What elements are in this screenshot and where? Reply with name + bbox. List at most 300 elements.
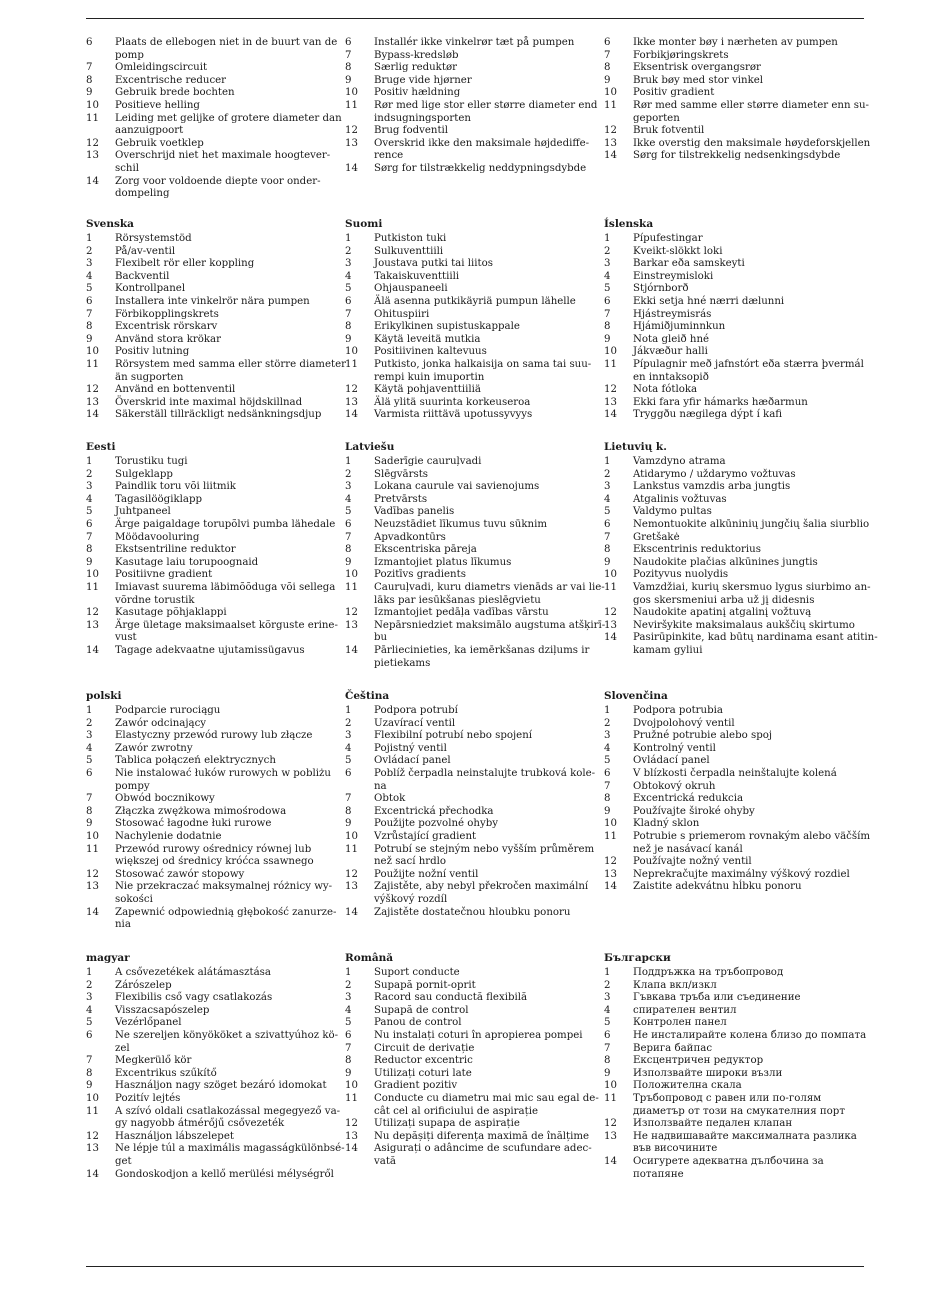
item-number: 11 — [604, 358, 617, 370]
list-item — [86, 321, 336, 334]
item-text: Poblíž čerpadla neinstalujte trubková kole- — [374, 767, 596, 779]
item-text: Pārliecinieties, ka iemērkšanas dziļums ir — [374, 644, 590, 656]
item-number: 8 — [604, 544, 611, 556]
item-text: Поддръжка на тръбопровод — [633, 967, 784, 978]
item-text: Naudokite apatinį atgalinį vožtuvą — [633, 607, 812, 619]
item-number: 8 — [345, 544, 352, 556]
item-text: Ne lépje túl a maximális magasságkülönbsé- — [115, 1143, 345, 1155]
list-item — [345, 992, 595, 1005]
item-text: Elastyczny przewód rurowy lub złącze — [115, 730, 313, 742]
item-text: Sørg for tilstrekkelig nedsenkingsdybde — [633, 150, 841, 162]
item-text: Imiavast suurema läbimõõduga või sellega — [115, 581, 336, 593]
list-item — [345, 844, 595, 857]
language-section — [86, 952, 345, 1181]
item-number: 13 — [345, 881, 358, 893]
list-item — [86, 730, 336, 743]
item-text: A szívó oldali csatlakozással megegyező va- — [115, 1105, 341, 1117]
item-number: 3 — [604, 481, 611, 493]
item-number: 9 — [86, 818, 93, 830]
list-item — [345, 359, 595, 372]
item-text: Ekki fara yfir hámarks hæðarmun — [633, 396, 808, 408]
section-heading: Íslenska — [604, 218, 654, 230]
list-item — [345, 1017, 595, 1030]
item-number: 8 — [604, 321, 611, 333]
item-number: 10 — [604, 818, 617, 830]
list-item — [86, 831, 336, 844]
item-number: 10 — [604, 1080, 617, 1092]
item-number: 2 — [604, 468, 611, 480]
list-item — [604, 818, 862, 831]
item-number: 13 — [345, 1130, 358, 1142]
item-text: Stosować zawór stopowy — [115, 868, 245, 880]
list-item — [604, 768, 862, 781]
list-item — [604, 967, 862, 980]
item-text: Sulkuventtiili — [374, 245, 444, 257]
list-item — [604, 334, 862, 347]
item-text: Не инсталирайте колена близо до помпата — [633, 1029, 867, 1041]
language-section — [345, 952, 599, 1169]
language-section — [345, 218, 595, 422]
item-text-continued: dompeling — [115, 188, 170, 200]
list-item — [86, 1105, 341, 1119]
list-item — [86, 150, 336, 163]
list-item — [86, 519, 336, 532]
item-number: 7 — [86, 62, 93, 74]
list-item — [345, 397, 595, 410]
item-number: 14 — [345, 906, 358, 918]
list-item — [345, 581, 605, 595]
list-item — [604, 620, 862, 633]
item-number: 5 — [604, 283, 611, 295]
item-text-continued: cât cel al orificiului de aspirație — [374, 1105, 539, 1117]
item-text: Rörsystemstöd — [115, 233, 192, 244]
item-text-continued: en inntaksopið — [633, 371, 709, 383]
list-item — [345, 50, 595, 63]
section-heading: Svenska — [86, 218, 134, 230]
item-number: 13 — [604, 619, 617, 631]
item-number: 2 — [604, 245, 611, 257]
item-text-continued: bu — [374, 632, 388, 644]
item-text: Positiivinen kaltevuus — [374, 346, 487, 358]
list-item — [345, 980, 595, 993]
item-text: Torustiku tugi — [115, 456, 188, 467]
list-item — [345, 1043, 595, 1056]
list-item — [604, 359, 862, 372]
item-text: Suport conducte — [374, 967, 460, 978]
item-text: Atgalinis vožtuvas — [633, 493, 727, 505]
item-number: 10 — [86, 1092, 99, 1104]
item-text: Nemontuokite alkūninių jungčių šalia siurblio — [633, 518, 870, 530]
list-item — [345, 519, 595, 532]
item-number: 5 — [86, 755, 93, 767]
item-text: Brug fodventil — [374, 125, 449, 137]
list-item — [345, 818, 595, 831]
item-text: Potrubie s priemerom rovnakým alebo väčším — [633, 830, 871, 842]
item-number: 13 — [345, 396, 358, 408]
item-text: Omleidingscircuit — [115, 62, 208, 74]
item-text: Használjon lábszelepet — [115, 1130, 234, 1142]
language-section — [345, 441, 606, 670]
item-text: Използвайте широки възли — [633, 1067, 783, 1079]
list-item — [86, 980, 336, 993]
list-item — [345, 1092, 599, 1106]
list-item — [604, 992, 862, 1005]
list-item — [86, 869, 336, 882]
language-section — [86, 37, 342, 201]
list-item — [604, 346, 862, 359]
list-item — [604, 456, 862, 469]
list-item — [345, 705, 595, 718]
item-number: 11 — [604, 1092, 617, 1104]
list-item — [604, 781, 862, 794]
item-number: 5 — [345, 755, 352, 767]
item-text: Používajte nožný ventil — [633, 856, 752, 868]
item-text-continued: indsugningsporten — [374, 112, 471, 124]
list-item — [345, 309, 595, 322]
list-item — [86, 620, 336, 633]
item-text: Ikke overstig den maksimale høydeforskjellen — [633, 137, 871, 149]
list-item — [86, 793, 336, 806]
section-heading: polski — [86, 690, 122, 702]
item-text: Installér ikke vinkelrør tæt på pumpen — [374, 37, 575, 48]
item-number: 5 — [86, 506, 93, 518]
item-text: Zorg voor voldoende diepte voor onder- — [115, 175, 321, 187]
item-text: Stjórnborð — [633, 283, 689, 295]
list-item — [86, 806, 336, 819]
item-number: 14 — [345, 644, 358, 656]
item-text: Sulgeklapp — [115, 468, 173, 480]
list-item — [345, 334, 595, 347]
item-text: Neprekračujte maximálny výškový rozdiel — [633, 868, 850, 880]
item-text: Dvojpolohový ventil — [633, 717, 735, 729]
list-item — [604, 309, 862, 322]
item-text: Jákvæður halli — [633, 346, 708, 358]
item-number: 12 — [345, 384, 358, 396]
item-number: 7 — [604, 49, 611, 61]
item-text: Backventil — [115, 270, 170, 282]
item-text: Overschrijd niet het maximale hoogtever- — [115, 150, 331, 162]
item-text: Kasutage põhjaklappi — [115, 607, 227, 619]
list-item — [86, 506, 336, 519]
item-text: Excentrická redukcia — [633, 793, 744, 805]
list-item — [345, 869, 595, 882]
item-number: 10 — [604, 346, 617, 358]
list-item — [86, 755, 336, 768]
item-number: 12 — [604, 125, 617, 137]
item-number: 14 — [86, 1168, 99, 1180]
item-number: 5 — [86, 1017, 93, 1029]
item-number: 8 — [86, 321, 93, 333]
item-text-continued: pompy — [115, 780, 150, 792]
item-text: Obtokový okruh — [633, 780, 716, 792]
item-text-continued: lāks par iesūkšanas pieslēgvietu — [374, 594, 541, 606]
section-heading: Suomi — [345, 218, 383, 230]
list-item — [604, 296, 862, 309]
item-number: 8 — [604, 1055, 611, 1067]
item-text: Positiv gradient — [633, 87, 715, 99]
item-text: Apvadkontūrs — [374, 531, 446, 543]
item-text: Supapă de control — [374, 1004, 469, 1016]
list-item — [604, 980, 862, 993]
item-text: Använd en bottenventil — [115, 384, 236, 396]
item-number: 11 — [345, 581, 358, 593]
item-text: Utilizați supapa de aspirație — [374, 1118, 520, 1130]
item-text: Nachylenie dodatnie — [115, 830, 222, 842]
item-text-continued: nia — [115, 919, 131, 931]
list-item — [604, 869, 862, 882]
item-text: Zaistite adekvátnu hĺbku ponoru — [633, 881, 802, 893]
item-number: 4 — [604, 1004, 611, 1016]
item-text: Excentrická přechodka — [374, 805, 494, 817]
item-text: Möödavooluring — [115, 531, 200, 543]
list-item — [345, 506, 595, 519]
item-text: Nie przekraczać maksymalnej różnicy wy- — [115, 881, 333, 893]
item-number: 7 — [604, 531, 611, 543]
item-text-continued: zel — [115, 1042, 130, 1054]
list-item — [345, 1118, 595, 1131]
item-text: Erikylkinen supistuskappale — [374, 321, 520, 333]
item-text: Pípufestingar — [633, 233, 703, 244]
item-number: 12 — [604, 1118, 617, 1130]
item-text: Använd stora krökar — [115, 333, 221, 345]
language-section — [86, 218, 346, 422]
item-text: Positiivne gradient — [115, 569, 213, 581]
item-text: Naudokite plačias alkūnines jungtis — [633, 556, 818, 568]
item-number: 10 — [86, 569, 99, 581]
list-item — [86, 705, 336, 718]
item-number: 6 — [604, 1029, 611, 1041]
item-number: 7 — [86, 531, 93, 543]
item-text: Valdymo pultas — [633, 506, 712, 518]
item-number: 13 — [604, 396, 617, 408]
item-text: Vamzdžiai, kurių skersmuo lygus siurbimo an- — [633, 581, 871, 593]
item-text: Pojistný ventil — [374, 742, 447, 754]
item-number: 8 — [86, 1067, 93, 1079]
list-item — [345, 793, 595, 806]
list-item — [86, 1093, 336, 1106]
item-text-continued: võrdne torustik — [115, 594, 195, 606]
item-text: Conducte cu diametru mai mic sau egal de- — [374, 1092, 599, 1104]
list-item — [86, 881, 336, 894]
item-number: 4 — [604, 270, 611, 282]
item-text: Pozitív lejtés — [115, 1092, 181, 1104]
list-item — [86, 1017, 336, 1030]
list-item — [345, 246, 595, 259]
item-number: 12 — [345, 125, 358, 137]
item-text: Varmista riittävä upotussyvyys — [374, 409, 533, 421]
item-text: Nepārsniedziet maksimālo augstuma atšķirī- — [374, 619, 606, 631]
item-number: 9 — [86, 1080, 93, 1092]
item-number: 6 — [86, 295, 93, 307]
item-number: 9 — [604, 805, 611, 817]
item-number: 13 — [345, 619, 358, 631]
item-number: 2 — [345, 245, 352, 257]
list-item — [86, 743, 336, 756]
item-number: 11 — [345, 1092, 358, 1104]
list-item — [604, 50, 862, 63]
item-number: 4 — [86, 270, 93, 282]
list-item — [86, 100, 336, 113]
list-item — [345, 384, 595, 397]
item-text: Гъвкава тръба или съединение — [633, 992, 801, 1004]
item-number: 1 — [86, 705, 93, 716]
item-number: 2 — [345, 468, 352, 480]
language-section — [604, 218, 862, 422]
item-number: 3 — [345, 481, 352, 493]
item-number: 9 — [86, 556, 93, 568]
item-number: 14 — [604, 1155, 617, 1167]
item-number: 13 — [604, 868, 617, 880]
item-text-continued: gy nagyobb átmérőjű csővezeték — [115, 1118, 285, 1130]
item-text: Älä asenna putkikäyriä pumpun lähelle — [374, 295, 576, 307]
item-number: 7 — [345, 49, 352, 61]
item-text-continued: než sací hrdlo — [374, 856, 447, 868]
item-text: Lankstus vamzdis arba jungtis — [633, 481, 791, 493]
list-item — [345, 258, 595, 271]
item-text: Barkar eða samskeyti — [633, 258, 745, 270]
item-number: 10 — [86, 346, 99, 358]
item-text: Hjámiðjuminnkun — [633, 321, 726, 333]
list-item — [86, 138, 336, 151]
item-number: 1 — [86, 456, 93, 467]
item-number: 4 — [345, 1004, 352, 1016]
item-number: 9 — [604, 333, 611, 345]
item-text-continued: na — [374, 780, 387, 792]
item-number: 2 — [86, 717, 93, 729]
item-number: 7 — [86, 793, 93, 805]
language-section — [604, 441, 878, 658]
list-item — [604, 1043, 862, 1056]
item-text: På/av-ventil — [115, 245, 176, 257]
item-text-continued: gos skersmeniui arba už jį didesnis — [633, 594, 815, 606]
section-heading: Български — [604, 952, 671, 964]
item-text: Gretšakė — [633, 531, 680, 543]
list-item — [86, 233, 336, 246]
item-number: 8 — [345, 1055, 352, 1067]
item-text: Zawór odcinający — [115, 717, 207, 729]
item-number: 5 — [345, 1017, 352, 1029]
item-number: 11 — [86, 843, 99, 855]
item-number: 14 — [345, 409, 358, 421]
item-number: 14 — [604, 632, 617, 644]
item-number: 7 — [604, 1042, 611, 1054]
item-number: 1 — [86, 233, 93, 244]
list-item — [604, 856, 862, 869]
item-number: 6 — [86, 1029, 93, 1041]
item-number: 7 — [345, 793, 352, 805]
item-number: 10 — [604, 569, 617, 581]
list-item — [86, 544, 336, 557]
item-number: 2 — [604, 979, 611, 991]
item-number: 6 — [345, 518, 352, 530]
list-item — [604, 37, 862, 50]
item-number: 6 — [345, 295, 352, 307]
item-text-continued: pomp — [115, 49, 144, 61]
item-text-continued: aanzuigpoort — [115, 125, 184, 137]
list-item — [86, 992, 336, 1005]
item-number: 11 — [86, 358, 99, 370]
item-text: Flexibilis cső vagy csatlakozás — [115, 992, 273, 1004]
list-item — [345, 37, 595, 50]
list-item — [604, 409, 862, 422]
list-item — [86, 456, 336, 469]
item-number: 3 — [86, 481, 93, 493]
item-number: 12 — [345, 607, 358, 619]
item-number: 14 — [86, 409, 99, 421]
list-item — [86, 258, 336, 271]
list-item — [86, 409, 336, 422]
language-section — [86, 690, 336, 932]
item-text: Vamzdyno atrama — [633, 456, 726, 467]
item-number: 14 — [604, 881, 617, 893]
item-text: Nie instalować łuków rurowych w pobliżu — [115, 767, 331, 779]
item-text: Положителна скала — [633, 1080, 742, 1092]
list-item — [604, 632, 878, 645]
list-item — [604, 806, 862, 819]
item-text: Stosować łagodne łuki rurowe — [115, 818, 272, 830]
item-number: 6 — [345, 1029, 352, 1041]
list-item — [86, 907, 336, 920]
item-text-continued: pietiekams — [374, 657, 431, 669]
list-item — [86, 1080, 336, 1093]
item-text-continued: get — [115, 1155, 132, 1167]
section-heading: Latviešu — [345, 441, 395, 453]
item-text: Zajistěte, aby nebyl překročen maximální — [374, 881, 589, 893]
list-item — [86, 1068, 336, 1081]
list-item — [345, 607, 595, 620]
list-item — [86, 87, 336, 100]
item-text: Podpora potrubia — [633, 705, 723, 716]
item-text: Tablica połączeń elektrycznych — [115, 755, 276, 767]
item-number: 9 — [604, 1067, 611, 1079]
item-text: Izmantojiet pedāļa vadības vārstu — [374, 607, 549, 619]
list-item — [604, 1080, 862, 1093]
item-number: 11 — [86, 112, 99, 124]
list-item — [345, 619, 606, 633]
item-number: 12 — [86, 607, 99, 619]
list-item — [604, 518, 870, 532]
list-item — [86, 397, 336, 410]
list-item — [86, 645, 336, 658]
list-item — [604, 75, 862, 88]
list-item — [345, 233, 595, 246]
list-item — [604, 397, 862, 410]
item-text-continued: większej od średnicy króćca ssawnego — [115, 856, 314, 868]
item-number: 5 — [345, 506, 352, 518]
list-item — [86, 309, 336, 322]
item-text: Zapewnić odpowiednią głębokość zanurze- — [115, 906, 337, 918]
list-item — [345, 557, 595, 570]
item-number: 6 — [345, 767, 352, 779]
item-number: 2 — [345, 979, 352, 991]
item-text: Осигурете адекватна дълбочина за — [633, 1155, 824, 1167]
item-number: 13 — [86, 619, 99, 631]
item-number: 2 — [345, 717, 352, 729]
item-number: 6 — [604, 518, 611, 530]
list-item — [86, 844, 336, 857]
item-text: Racord sau conductă flexibilă — [374, 992, 528, 1004]
list-item — [345, 806, 595, 819]
item-text: Használjon nagy szöget bezáró idomokat — [115, 1080, 327, 1092]
list-item — [86, 1005, 336, 1018]
item-text: Visszacsapószelep — [115, 1004, 210, 1016]
item-number: 11 — [345, 99, 358, 111]
item-text: Älä ylitä suurinta korkeuseroa — [374, 396, 531, 408]
item-number: 1 — [86, 967, 93, 978]
list-item — [86, 1169, 336, 1182]
list-item — [604, 1156, 862, 1169]
item-text: Pasirūpinkite, kad būtų nardinama esant atitin- — [633, 632, 878, 644]
